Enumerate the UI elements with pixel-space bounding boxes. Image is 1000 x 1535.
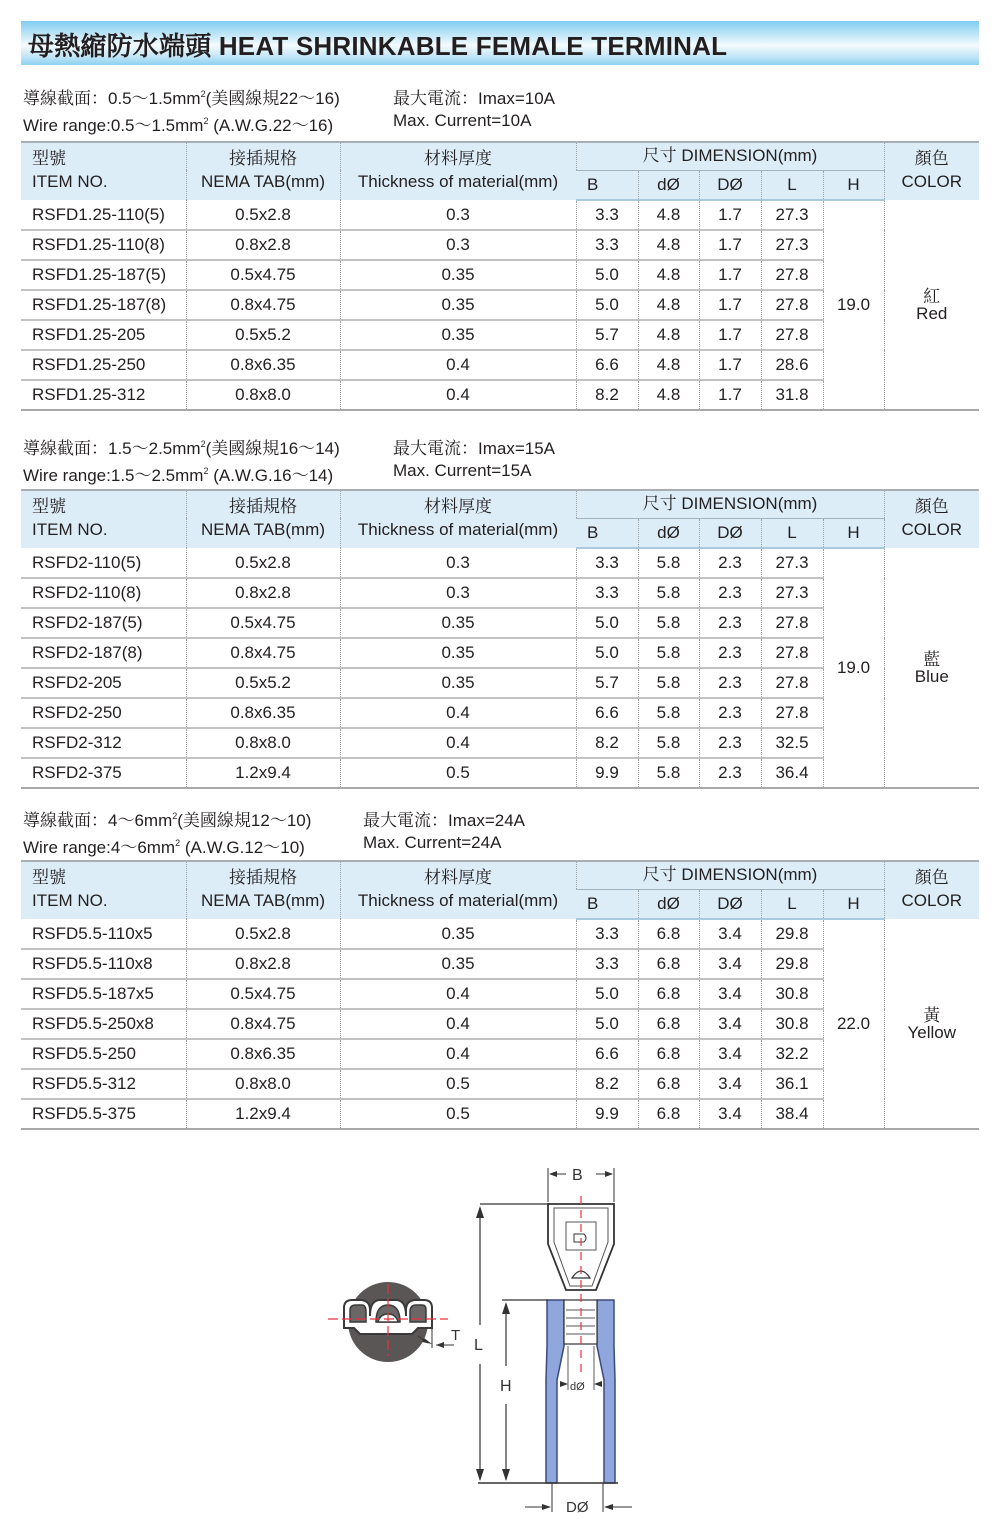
header-item-no <box>21 490 186 548</box>
cell-b: 3.3 <box>576 230 638 260</box>
cell-d-small: 5.8 <box>638 638 699 668</box>
cell-d-small: 6.8 <box>638 1009 699 1039</box>
color-zh: 藍 <box>923 649 941 669</box>
cell-l: 36.1 <box>761 1069 823 1099</box>
header-color-en: COLOR <box>901 891 962 910</box>
header-item-no-zh: 型號 <box>32 868 66 887</box>
cell-b: 8.2 <box>576 1069 638 1099</box>
header-l: L <box>761 518 823 548</box>
cell-l: 38.4 <box>761 1099 823 1129</box>
cell-d-big: 1.7 <box>699 350 761 380</box>
color-en: Yellow <box>907 1022 957 1042</box>
cell-thickness: 0.35 <box>340 668 576 698</box>
cell-b: 5.0 <box>576 979 638 1009</box>
cell-b: 3.3 <box>576 919 638 949</box>
header-color <box>884 490 979 548</box>
cell-l: 29.8 <box>761 919 823 949</box>
wire-range-en: Wire range:1.5～2.5mm <box>23 466 204 485</box>
header-nema-tab <box>186 490 340 548</box>
cell-thickness: 0.35 <box>340 290 576 320</box>
header-nema-tab <box>186 861 340 919</box>
page-title: 母熱縮防水端頭 HEAT SHRINKABLE FEMALE TERMINAL <box>28 31 728 61</box>
cell-l: 27.8 <box>761 260 823 290</box>
cell-thickness: 0.3 <box>340 548 576 578</box>
cell-thickness: 0.4 <box>340 728 576 758</box>
header-item-no <box>21 142 186 200</box>
cell-thickness: 0.5 <box>340 758 576 788</box>
cell-l: 30.8 <box>761 1009 823 1039</box>
header-thickness-zh: 材料厚度 <box>424 868 492 887</box>
cell-thickness: 0.35 <box>340 638 576 668</box>
cell-d-small: 4.8 <box>638 290 699 320</box>
cell-l: 27.3 <box>761 548 823 578</box>
cell-b: 5.7 <box>576 668 638 698</box>
cell-item-no: RSFD1.25-110(8) <box>21 230 186 260</box>
cell-d-big: 3.4 <box>699 1099 761 1129</box>
color-en: Blue <box>914 666 949 686</box>
label-h: H <box>500 1378 512 1395</box>
cell-b: 3.3 <box>576 548 638 578</box>
cell-h: 19.0 <box>823 548 884 788</box>
table-row <box>21 200 979 230</box>
header-d-big: DØ <box>699 170 761 200</box>
header-thickness-en: Thickness of material(mm) <box>357 520 559 539</box>
header-l: L <box>761 170 823 200</box>
cell-b: 5.0 <box>576 638 638 668</box>
cell-nema-tab: 0.5x2.8 <box>186 919 340 949</box>
superscript: 2 <box>175 838 181 848</box>
cell-thickness: 0.4 <box>340 1009 576 1039</box>
cell-nema-tab: 0.8x8.0 <box>186 1069 340 1099</box>
header-color-zh: 顏色 <box>914 868 949 887</box>
cell-item-no: RSFD5.5-375 <box>21 1099 186 1129</box>
max-current-zh: 最大電流：Imax=24A <box>363 811 526 830</box>
cell-nema-tab: 0.8x4.75 <box>186 638 340 668</box>
header-nema-tab-en: NEMA TAB(mm) <box>200 172 326 191</box>
cell-l: 36.4 <box>761 758 823 788</box>
header-dimension: 尺寸 DIMENSION(mm) <box>576 490 884 518</box>
cell-item-no: RSFD2-187(5) <box>21 608 186 638</box>
cell-d-small: 6.8 <box>638 1039 699 1069</box>
cell-nema-tab: 0.8x8.0 <box>186 728 340 758</box>
cell-d-small: 5.8 <box>638 728 699 758</box>
cell-d-big: 2.3 <box>699 608 761 638</box>
cell-d-big: 3.4 <box>699 1069 761 1099</box>
cell-d-small: 5.8 <box>638 758 699 788</box>
max-current-en: Max. Current=24A <box>363 833 502 852</box>
awg-zh: (美國線規12～10) <box>177 811 312 830</box>
cell-item-no: RSFD2-250 <box>21 698 186 728</box>
cell-d-big: 1.7 <box>699 260 761 290</box>
label-d-big: DØ <box>566 1499 589 1516</box>
wire-spec-en <box>23 111 532 136</box>
cell-nema-tab: 1.2x9.4 <box>186 1099 340 1129</box>
cell-thickness: 0.35 <box>340 949 576 979</box>
color-zh: 紅 <box>923 286 941 306</box>
cell-nema-tab: 0.8x2.8 <box>186 230 340 260</box>
cell-l: 32.5 <box>761 728 823 758</box>
header-nema-tab-zh: 接插規格 <box>229 149 297 168</box>
cell-d-small: 6.8 <box>638 949 699 979</box>
cell-nema-tab: 0.5x5.2 <box>186 668 340 698</box>
cell-d-big: 2.3 <box>699 578 761 608</box>
wire-spec-zh <box>23 84 556 109</box>
cell-nema-tab: 0.8x8.0 <box>186 380 340 410</box>
cell-b: 3.3 <box>576 200 638 230</box>
cell-b: 5.0 <box>576 290 638 320</box>
cell-d-big: 2.3 <box>699 638 761 668</box>
cell-item-no: RSFD5.5-250 <box>21 1039 186 1069</box>
cell-d-small: 5.8 <box>638 668 699 698</box>
cell-h: 19.0 <box>823 200 884 410</box>
cell-item-no: RSFD1.25-187(5) <box>21 260 186 290</box>
label-d-small: dØ <box>570 1381 585 1393</box>
cell-l: 27.8 <box>761 290 823 320</box>
cell-l: 27.8 <box>761 320 823 350</box>
cell-nema-tab: 0.5x5.2 <box>186 320 340 350</box>
cell-item-no: RSFD2-375 <box>21 758 186 788</box>
cell-item-no: RSFD5.5-250x8 <box>21 1009 186 1039</box>
cell-d-small: 4.8 <box>638 260 699 290</box>
cell-d-small: 4.8 <box>638 320 699 350</box>
cell-d-small: 6.8 <box>638 1069 699 1099</box>
cell-nema-tab: 0.8x6.35 <box>186 698 340 728</box>
cell-d-big: 2.3 <box>699 728 761 758</box>
cell-d-small: 5.8 <box>638 578 699 608</box>
cell-item-no: RSFD1.25-187(8) <box>21 290 186 320</box>
cell-nema-tab: 0.5x4.75 <box>186 608 340 638</box>
header-row <box>21 142 979 170</box>
spec-table <box>21 141 979 411</box>
cell-item-no: RSFD1.25-205 <box>21 320 186 350</box>
awg-en: (A.W.G.22～16) <box>208 116 334 135</box>
cell-thickness: 0.4 <box>340 979 576 1009</box>
cell-l: 27.3 <box>761 578 823 608</box>
header-color-zh: 顏色 <box>914 149 949 168</box>
cell-thickness: 0.35 <box>340 320 576 350</box>
cell-nema-tab: 0.5x2.8 <box>186 200 340 230</box>
cell-b: 8.2 <box>576 380 638 410</box>
header-color-en: COLOR <box>901 172 962 191</box>
cell-nema-tab: 0.8x4.75 <box>186 1009 340 1039</box>
header-nema-tab <box>186 142 340 200</box>
cell-d-big: 2.3 <box>699 548 761 578</box>
header-item-no-en: ITEM NO. <box>32 520 108 539</box>
label-t: T <box>451 1327 461 1344</box>
header-color-en: COLOR <box>901 520 962 539</box>
header-thickness-en: Thickness of material(mm) <box>357 891 559 910</box>
cell-nema-tab: 0.8x2.8 <box>186 578 340 608</box>
cell-thickness: 0.3 <box>340 230 576 260</box>
cell-item-no: RSFD5.5-187x5 <box>21 979 186 1009</box>
max-current-zh: 最大電流：Imax=15A <box>393 439 556 458</box>
cell-d-big: 3.4 <box>699 1009 761 1039</box>
cell-nema-tab: 0.5x4.75 <box>186 260 340 290</box>
header-row <box>21 490 979 518</box>
cell-l: 27.3 <box>761 230 823 260</box>
cell-d-small: 5.8 <box>638 608 699 638</box>
header-thickness-zh: 材料厚度 <box>424 149 492 168</box>
header-b: B <box>576 170 638 200</box>
cell-b: 6.6 <box>576 698 638 728</box>
header-color <box>884 861 979 919</box>
cell-d-big: 2.3 <box>699 668 761 698</box>
cell-thickness: 0.35 <box>340 608 576 638</box>
cell-item-no: RSFD5.5-312 <box>21 1069 186 1099</box>
cell-b: 3.3 <box>576 578 638 608</box>
cell-b: 9.9 <box>576 758 638 788</box>
wire-spec-en <box>23 833 502 858</box>
cell-item-no: RSFD5.5-110x5 <box>32 923 153 943</box>
cell-thickness: 0.4 <box>340 350 576 380</box>
color-en: Red <box>916 303 948 323</box>
header-dimension: 尺寸 DIMENSION(mm) <box>576 142 884 170</box>
label-l: L <box>474 1337 483 1354</box>
cell-b: 6.6 <box>576 350 638 380</box>
cell-nema-tab: 0.8x4.75 <box>186 290 340 320</box>
cell-item-no: RSFD2-110(8) <box>21 578 186 608</box>
spec-table <box>21 489 979 789</box>
spec-table <box>21 860 979 1130</box>
cell-nema-tab: 0.5x2.8 <box>186 548 340 578</box>
wire-spec-zh <box>23 806 526 831</box>
header-color <box>884 142 979 200</box>
cell-d-small: 4.8 <box>638 350 699 380</box>
header-d-big: DØ <box>699 889 761 919</box>
cell-b: 3.3 <box>576 949 638 979</box>
max-current-en: Max. Current=10A <box>393 111 532 130</box>
header-color-zh: 顏色 <box>914 497 949 516</box>
cell-d-small: 6.8 <box>638 1099 699 1129</box>
header-thickness <box>340 490 576 548</box>
cell-color <box>884 200 979 410</box>
superscript: 2 <box>203 466 209 476</box>
header-nema-tab-en: NEMA TAB(mm) <box>200 520 326 539</box>
wire-range-zh: 導線截面：0.5～1.5mm <box>23 89 201 108</box>
superscript: 2 <box>172 811 178 821</box>
cell-b: 5.0 <box>576 260 638 290</box>
cell-thickness: 0.5 <box>340 1099 576 1129</box>
header-row <box>21 861 979 889</box>
cell-l: 31.8 <box>761 380 823 410</box>
cell-d-small: 5.8 <box>638 698 699 728</box>
header-item-no-en: ITEM NO. <box>32 891 108 910</box>
awg-en: (A.W.G.16～14) <box>208 466 334 485</box>
max-current-zh: 最大電流：Imax=10A <box>393 89 556 108</box>
header-nema-tab-zh: 接插規格 <box>229 497 297 516</box>
header-d-small: dØ <box>638 170 699 200</box>
wire-range-zh: 導線截面：1.5～2.5mm <box>23 439 201 458</box>
header-item-no <box>21 861 186 919</box>
cell-item-no: RSFD5.5-110x8 <box>21 949 186 979</box>
header-h: H <box>823 170 884 200</box>
cell-d-big: 1.7 <box>699 230 761 260</box>
cell-d-small: 6.8 <box>638 979 699 1009</box>
awg-en: (A.W.G.12～10) <box>180 838 305 857</box>
cell-l: 28.6 <box>761 350 823 380</box>
table-row <box>21 548 979 578</box>
cell-l: 30.8 <box>761 979 823 1009</box>
cell-d-big: 1.7 <box>699 290 761 320</box>
cell-d-big: 3.4 <box>699 979 761 1009</box>
header-item-no-zh: 型號 <box>32 497 66 516</box>
cell-l: 29.8 <box>761 949 823 979</box>
cell-l: 27.8 <box>761 698 823 728</box>
cell-nema-tab: 0.8x6.35 <box>186 350 340 380</box>
wire-range-zh: 導線截面：4～6mm <box>23 811 173 830</box>
wire-spec-zh <box>23 434 556 459</box>
awg-zh: (美國線規22～16) <box>205 89 340 108</box>
header-item-no-en: ITEM NO. <box>32 172 108 191</box>
header-d-small: dØ <box>638 518 699 548</box>
cell-thickness: 0.4 <box>340 698 576 728</box>
cell-d-big: 1.7 <box>699 320 761 350</box>
cell-l: 27.3 <box>761 200 823 230</box>
cell-d-small: 4.8 <box>638 380 699 410</box>
header-dimension: 尺寸 DIMENSION(mm) <box>576 861 884 889</box>
cell-d-small: 5.8 <box>638 548 699 578</box>
cell-nema-tab: 0.5x4.75 <box>186 979 340 1009</box>
header-nema-tab-en: NEMA TAB(mm) <box>200 891 326 910</box>
cell-thickness: 0.3 <box>340 578 576 608</box>
cell-d-big: 3.4 <box>699 1039 761 1069</box>
cell-thickness: 0.3 <box>340 200 576 230</box>
header-nema-tab-zh: 接插規格 <box>229 868 297 887</box>
cell-nema-tab: 1.2x9.4 <box>186 758 340 788</box>
cell-thickness: 0.35 <box>340 260 576 290</box>
cell-d-big: 1.7 <box>699 380 761 410</box>
header-thickness-zh: 材料厚度 <box>424 497 492 516</box>
cell-d-big: 2.3 <box>699 698 761 728</box>
cell-d-big: 2.3 <box>699 758 761 788</box>
cell-nema-tab: 0.8x6.35 <box>186 1039 340 1069</box>
cell-item-no: RSFD1.25-110(5) <box>32 204 165 224</box>
cell-color <box>884 919 979 1129</box>
cell-b: 5.7 <box>576 320 638 350</box>
header-d-small: dØ <box>638 889 699 919</box>
superscript: 2 <box>200 89 206 99</box>
wire-range-en: Wire range:0.5～1.5mm <box>23 116 204 135</box>
cell-l: 27.8 <box>761 638 823 668</box>
cell-d-big: 3.4 <box>699 949 761 979</box>
cell-thickness: 0.5 <box>340 1069 576 1099</box>
header-thickness <box>340 861 576 919</box>
table-row <box>21 919 979 949</box>
cell-item-no: RSFD1.25-312 <box>21 380 186 410</box>
header-l: L <box>761 889 823 919</box>
terminal-diagram <box>320 1150 660 1535</box>
cell-h: 22.0 <box>823 919 884 1129</box>
cell-d-big: 3.4 <box>699 919 761 949</box>
superscript: 2 <box>203 116 209 126</box>
cross-section-view <box>328 1282 454 1362</box>
cell-b: 6.6 <box>576 1039 638 1069</box>
cell-item-no: RSFD2-312 <box>21 728 186 758</box>
cell-d-small: 4.8 <box>638 200 699 230</box>
wire-spec-en <box>23 461 532 486</box>
side-view <box>476 1168 632 1512</box>
cell-thickness: 0.4 <box>340 380 576 410</box>
header-thickness <box>340 142 576 200</box>
wire-range-en: Wire range:4～6mm <box>23 838 176 857</box>
cell-color <box>884 548 979 788</box>
header-h: H <box>823 518 884 548</box>
cell-d-big: 1.7 <box>699 200 761 230</box>
cell-item-no: RSFD2-187(8) <box>21 638 186 668</box>
cell-b: 5.0 <box>576 608 638 638</box>
awg-zh: (美國線規16～14) <box>205 439 340 458</box>
superscript: 2 <box>200 439 206 449</box>
cell-item-no: RSFD2-205 <box>21 668 186 698</box>
cell-b: 8.2 <box>576 728 638 758</box>
cell-b: 5.0 <box>576 1009 638 1039</box>
header-item-no-zh: 型號 <box>32 149 66 168</box>
cell-l: 27.8 <box>761 608 823 638</box>
cell-l: 27.8 <box>761 668 823 698</box>
cell-d-small: 4.8 <box>638 230 699 260</box>
header-thickness-en: Thickness of material(mm) <box>357 172 559 191</box>
cell-thickness: 0.4 <box>340 1039 576 1069</box>
color-zh: 黃 <box>923 1005 941 1025</box>
label-b: B <box>572 1167 583 1184</box>
cell-b: 9.9 <box>576 1099 638 1129</box>
header-b: B <box>576 518 638 548</box>
cell-nema-tab: 0.8x2.8 <box>186 949 340 979</box>
header-h: H <box>823 889 884 919</box>
cell-item-no: RSFD1.25-250 <box>21 350 186 380</box>
header-d-big: DØ <box>699 518 761 548</box>
cell-item-no: RSFD2-110(5) <box>32 552 142 572</box>
max-current-en: Max. Current=15A <box>393 461 532 480</box>
cell-d-small: 6.8 <box>638 919 699 949</box>
cell-l: 32.2 <box>761 1039 823 1069</box>
cell-thickness: 0.35 <box>340 919 576 949</box>
header-b: B <box>576 889 638 919</box>
